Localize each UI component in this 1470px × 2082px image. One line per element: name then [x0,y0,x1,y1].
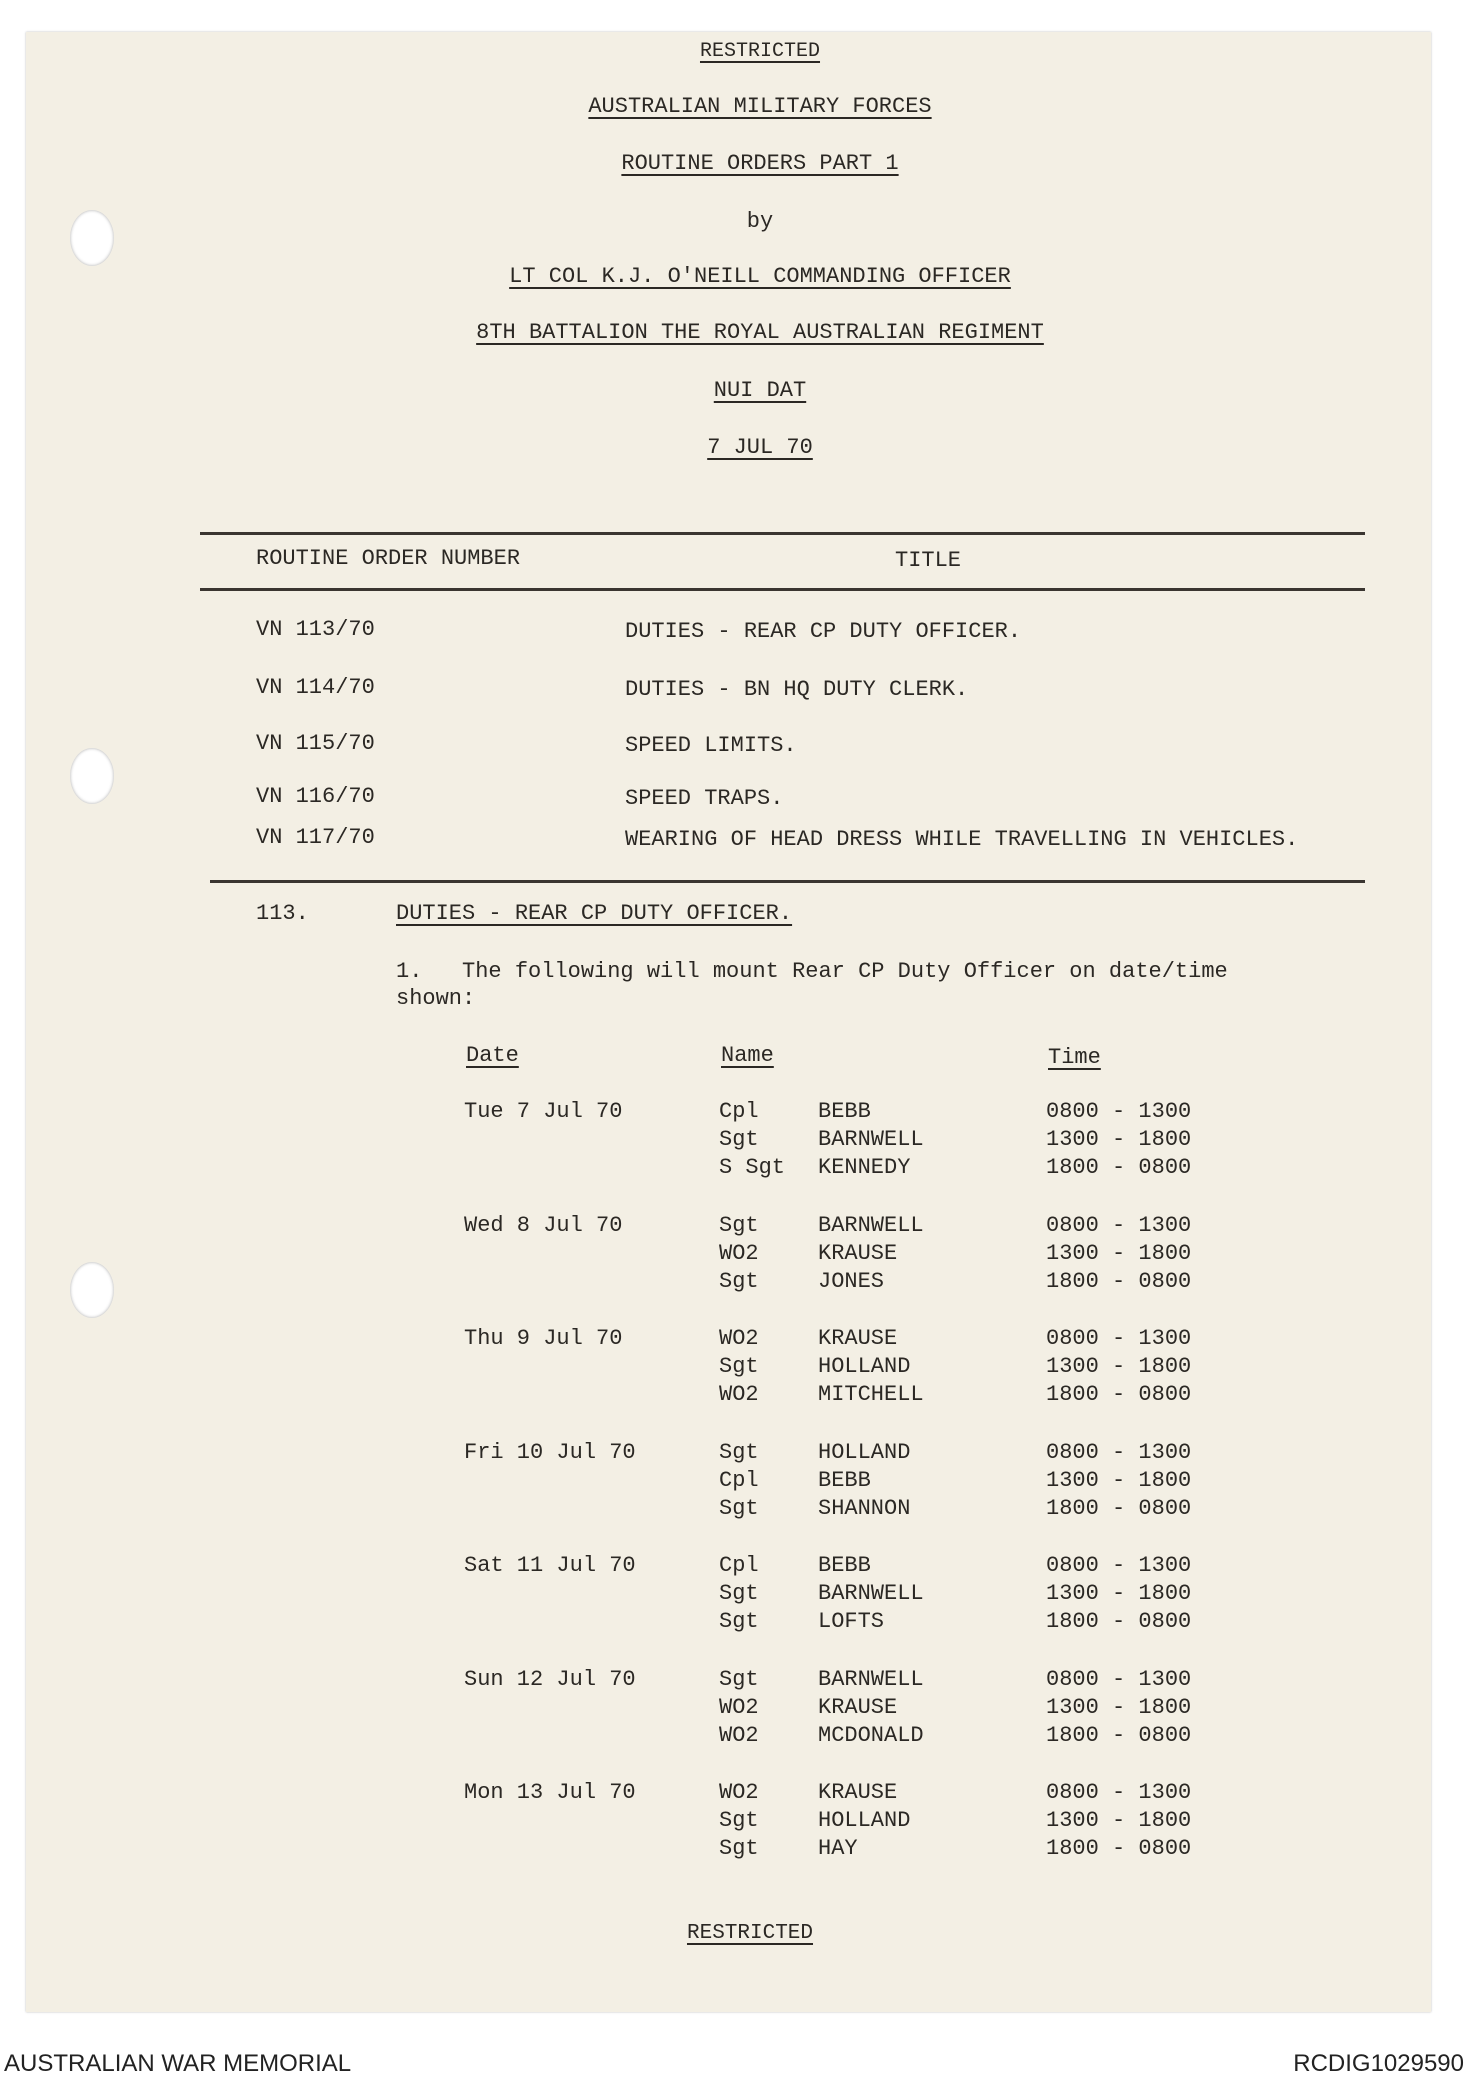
duty-date: Sat 11 Jul 70 [464,1553,636,1578]
duty-time: 0800 - 1300 [1046,1212,1192,1238]
duty-rank: Sgt [719,1808,759,1833]
classification-bottom: RESTRICTED [686,1922,814,1945]
duty-time: 1800 - 0800 [1046,1609,1192,1634]
duty-rank: Sgt [719,1581,759,1606]
duty-date: Mon 13 Jul 70 [464,1780,636,1805]
index-order-title: WEARING OF HEAD DRESS WHILE TRAVELLING IN VEHICLES. [625,827,1299,852]
duty-rank: WO2 [719,1382,759,1407]
duty-time: 1800 - 0800 [1046,1495,1192,1521]
duty-name: SHANNON [818,1495,911,1521]
unit-line: 8TH BATTALION THE ROYAL AUSTRALIAN REGIMENT [476,320,1044,345]
classification-top: RESTRICTED [699,40,821,63]
punch-hole [70,748,114,804]
index-order-title: SPEED LIMITS. [625,733,797,758]
location: NUI DAT [713,378,807,403]
col-date-header: Date [466,1043,519,1068]
duty-rank: Sgt [719,1212,759,1238]
duty-time: 1800 - 0800 [1046,1382,1192,1407]
index-order-title: DUTIES - BN HQ DUTY CLERK. [625,677,969,702]
duty-time: 0800 - 1300 [1046,1666,1192,1692]
duty-name: HOLLAND [818,1354,911,1379]
duty-date: Wed 8 Jul 70 [464,1212,623,1238]
duty-rank: WO2 [719,1240,759,1266]
duty-name: HOLLAND [818,1439,911,1465]
order-heading: DUTIES - REAR CP DUTY OFFICER. [396,901,793,926]
by-label: by [746,209,774,234]
officer-line: LT COL K.J. O'NEILL COMMANDING OFFICER [509,264,1011,289]
duty-time: 1300 - 1800 [1046,1808,1192,1833]
duty-time: 0800 - 1300 [1046,1326,1192,1351]
duty-name: KRAUSE [818,1694,898,1720]
doc-title: ROUTINE ORDERS PART 1 [621,151,899,176]
duty-rank: Sgt [719,1666,759,1692]
duty-date: Tue 7 Jul 70 [464,1099,623,1124]
duty-time: 1300 - 1800 [1046,1694,1192,1720]
doc-date: 7 JUL 70 [707,435,813,460]
duty-name: BARNWELL [818,1581,924,1606]
duty-time: 1800 - 0800 [1046,1836,1192,1861]
duty-rank: Sgt [719,1609,759,1634]
duty-time: 1300 - 1800 [1046,1240,1192,1266]
archive-credit: AUSTRALIAN WAR MEMORIAL [4,2050,352,2077]
index-order-title: SPEED TRAPS. [625,786,784,811]
col-title-header: TITLE [895,548,962,573]
duty-time: 0800 - 1300 [1046,1439,1192,1465]
duty-rank: Sgt [719,1268,759,1294]
index-order-number: VN 115/70 [256,731,375,756]
index-order-number: VN 113/70 [256,617,375,642]
duty-time: 0800 - 1300 [1046,1099,1192,1124]
duty-name: HOLLAND [818,1808,911,1833]
duty-name: KRAUSE [818,1780,898,1805]
punch-hole [70,1262,114,1318]
divider [210,880,1365,883]
duty-rank: WO2 [719,1326,759,1351]
divider [200,588,1365,591]
col-time-header: Time [1048,1045,1101,1070]
duty-name: BEBB [818,1553,871,1578]
duty-rank: Cpl [719,1467,759,1493]
duty-rank: Sgt [719,1495,759,1521]
duty-rank: WO2 [719,1722,759,1748]
duty-time: 1800 - 0800 [1046,1722,1192,1748]
duty-rank: Sgt [719,1354,759,1379]
col-name-header: Name [721,1043,774,1068]
duty-name: HAY [818,1836,858,1861]
duty-date: Fri 10 Jul 70 [464,1439,636,1465]
col-number-header: ROUTINE ORDER NUMBER [256,546,521,571]
order-number: 113. [256,901,309,926]
order-paragraph-line1: 1. The following will mount Rear CP Duty Officer on date/time [396,959,1228,984]
duty-time: 1300 - 1800 [1046,1467,1192,1493]
duty-time: 0800 - 1300 [1046,1553,1192,1578]
duty-date: Thu 9 Jul 70 [464,1326,623,1351]
divider [200,532,1365,535]
duty-time: 1800 - 0800 [1046,1268,1192,1294]
duty-name: BARNWELL [818,1127,924,1152]
duty-name: BARNWELL [818,1666,924,1692]
duty-rank: Sgt [719,1836,759,1861]
index-order-number: VN 114/70 [256,675,375,700]
duty-name: LOFTS [818,1609,885,1634]
duty-time: 1300 - 1800 [1046,1581,1192,1606]
index-order-title: DUTIES - REAR CP DUTY OFFICER. [625,619,1022,644]
index-order-number: VN 116/70 [256,784,375,809]
duty-name: BEBB [818,1099,871,1124]
duty-time: 1300 - 1800 [1046,1354,1192,1379]
duty-date: Sun 12 Jul 70 [464,1666,636,1692]
duty-rank: WO2 [719,1694,759,1720]
duty-rank: Sgt [719,1439,759,1465]
duty-time: 1300 - 1800 [1046,1127,1192,1152]
duty-name: BEBB [818,1467,871,1493]
duty-time: 1800 - 0800 [1046,1155,1192,1180]
duty-name: MITCHELL [818,1382,924,1407]
duty-rank: Cpl [719,1553,759,1578]
duty-name: KRAUSE [818,1326,898,1351]
duty-rank: Cpl [719,1099,759,1124]
duty-rank: Sgt [719,1127,759,1152]
duty-rank: WO2 [719,1780,759,1805]
duty-name: JONES [818,1268,885,1294]
org-name: AUSTRALIAN MILITARY FORCES [588,94,932,119]
duty-name: KRAUSE [818,1240,898,1266]
order-paragraph-line2: shown: [396,986,476,1011]
duty-name: BARNWELL [818,1212,924,1238]
duty-name: KENNEDY [818,1155,911,1180]
duty-time: 0800 - 1300 [1046,1780,1192,1805]
duty-rank: S Sgt [719,1155,786,1180]
archive-id: RCDIG1029590 [1293,2050,1464,2077]
duty-name: MCDONALD [818,1722,924,1748]
index-order-number: VN 117/70 [256,825,375,850]
